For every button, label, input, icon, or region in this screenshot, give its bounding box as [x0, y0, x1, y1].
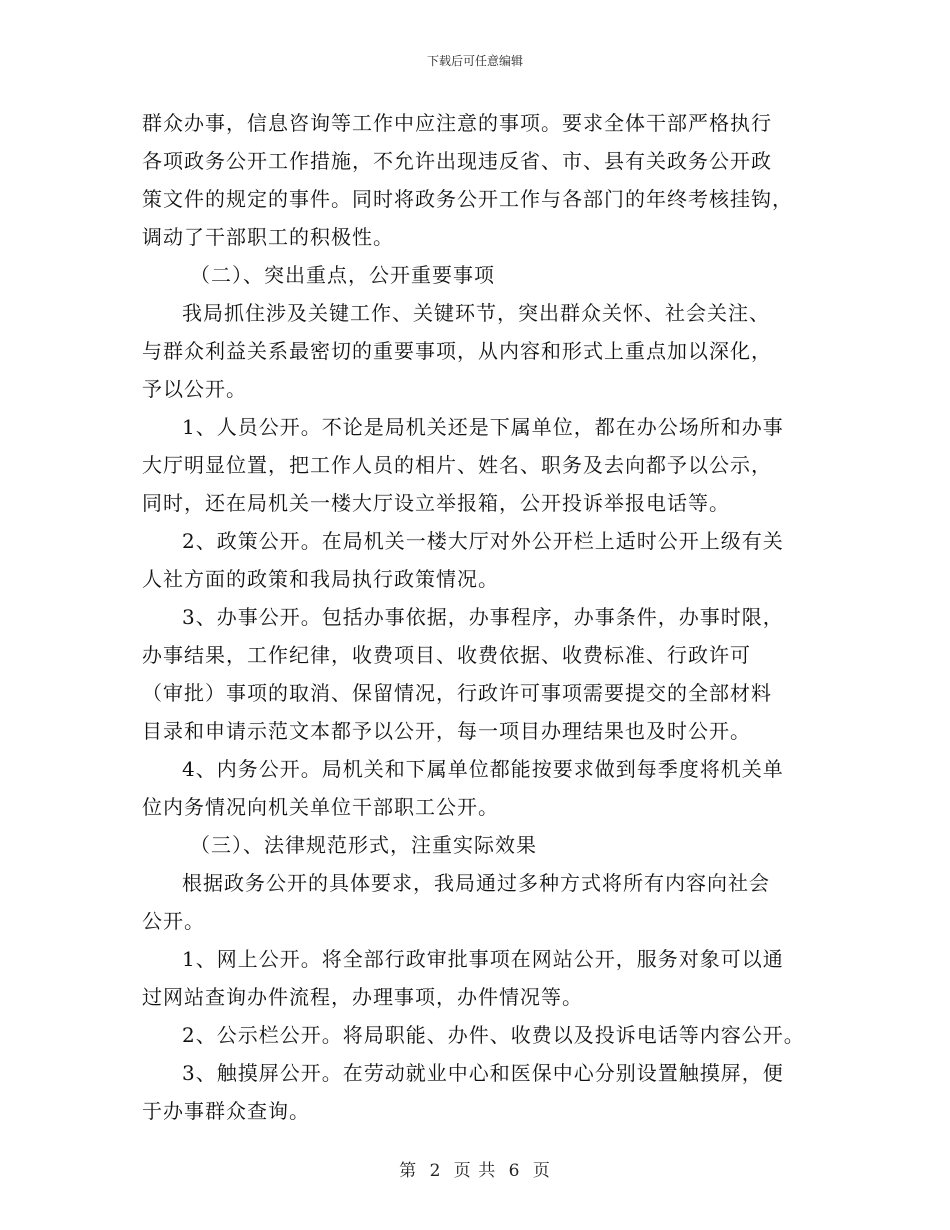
paragraph-start: 根据政务公开的具体要求，我局通过多种方式将所有内容向社会	[182, 871, 770, 895]
paragraph-start: 3、触摸屏公开。在劳动就业中心和医保中心分别设置触摸屏，便	[182, 1061, 784, 1085]
body-line: 人社方面的政策和我局执行政策情况。	[142, 567, 499, 591]
paragraph-start: 2、政策公开。在局机关一楼大厅对外公开栏上适时公开上级有关	[182, 529, 784, 553]
total-pages: 6	[508, 1161, 521, 1181]
page-number	[0, 1156, 950, 1181]
body-line: 目录和申请示范文本都予以公开，每一项目办理结果也及时公开。	[142, 719, 751, 743]
paragraph-start: 2、公示栏公开。将局职能、办件、收费以及投诉电话等内容公开。	[182, 1023, 805, 1047]
page-number-middle: 页 共	[453, 1161, 497, 1181]
body-line: 位内务情况向机关单位干部职工公开。	[142, 795, 499, 819]
body-line: 大厅明显位置，把工作人员的相片、姓名、职务及去向都予以公示，	[142, 453, 772, 477]
section-heading: （三）、法律规范形式，注重实际效果	[190, 833, 537, 857]
body-line: 同时，还在局机关一楼大厅设立举报箱，公开投诉举报电话等。	[142, 491, 730, 515]
paragraph-start: 1、网上公开。将全部行政审批事项在网站公开，服务对象可以通	[182, 947, 784, 971]
page-number-prefix: 第	[399, 1161, 418, 1181]
body-line: 与群众利益关系最密切的重要事项，从内容和形式上重点加以深化，	[142, 339, 772, 363]
paragraph-start: 4、内务公开。局机关和下属单位都能按要求做到每季度将机关单	[182, 757, 784, 781]
body-line: 过网站查询办件流程，办理事项，办件情况等。	[142, 985, 583, 1009]
paragraph-start: 1、人员公开。不论是局机关还是下属单位，都在办公场所和办事	[182, 415, 784, 439]
document-body	[142, 104, 822, 1130]
page-number-suffix: 页	[532, 1161, 551, 1181]
body-line: 于办事群众查询。	[142, 1099, 310, 1123]
body-line: 策文件的规定的事件。同时将政务公开工作与各部门的年终考核挂钩，	[142, 187, 793, 211]
body-line: 公开。	[142, 909, 205, 933]
body-line: （审批）事项的取消、保留情况，行政许可事项需要提交的全部材料	[142, 681, 772, 705]
body-line: 调动了干部职工的积极性。	[142, 225, 394, 249]
body-line: 予以公开。	[142, 377, 247, 401]
current-page: 2	[429, 1161, 442, 1181]
body-line: 各项政务公开工作措施，不允许出现违反省、市、县有关政务公开政	[142, 149, 772, 173]
paragraph-start: 3、办事公开。包括办事依据，办事程序，办事条件，办事时限，	[182, 605, 784, 629]
body-line: 群众办事，信息咨询等工作中应注意的事项。要求全体干部严格执行	[142, 111, 772, 135]
body-line: 办事结果，工作纪律，收费项目、收费依据、收费标准、行政许可	[142, 643, 751, 667]
section-heading: （二）、突出重点，公开重要事项	[190, 263, 495, 287]
page-header: 下载后可任意编辑	[426, 54, 523, 68]
paragraph-start: 我局抓住涉及关键工作、关键环节，突出群众关怀、社会关注、	[182, 301, 770, 325]
